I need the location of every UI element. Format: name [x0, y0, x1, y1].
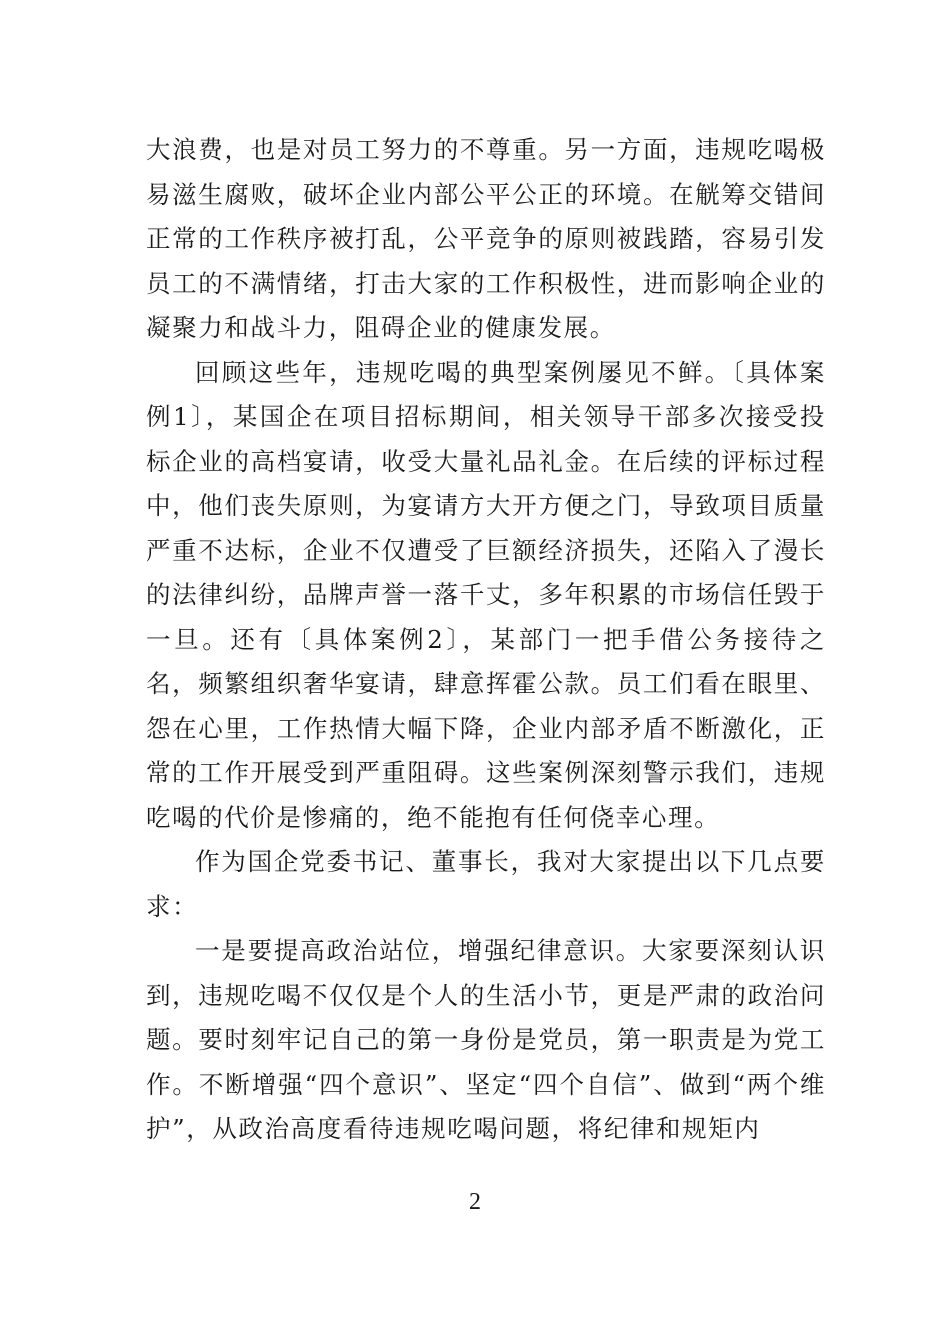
- paragraph-requirements-intro: 作为国企党委书记、董事长，我对大家提出以下几点要求：: [146, 847, 826, 921]
- paragraph-requirement-one: 一是要提高政治站位，增强纪律意识。大家要深刻认识到，违规吃喝不仅仅是个人的生活小节，更是严肃的政治问题。要时刻牢记自己的第一身份是党员，第一职责是为党工作。不断增强“四个意识”、坚定“四个自信”、做到“两个维护”，从政治高度看待违规吃喝问题，将纪律和规矩内: [146, 936, 826, 1143]
- paragraph-case-review: 回顾这些年，违规吃喝的典型案例屡见不鲜。〔具体案例1〕，某国企在项目招标期间，相关领导干部多次接受投标企业的高档宴请，收受大量礼品礼金。在后续的评标过程中，他们丧失原则，为宴请方大开方便之门，导致项目质量严重不达标，企业不仅遭受了巨额经济损失，还陷入了漫长的法律纠纷，品牌声誉一落千丈，多年积累的市场信任毁于一旦。还有〔具体案例2〕，某部门一把手借公务接待之名，频繁组织奢华宴请，肆意挥霍公款。员工们看在眼里、怨在心里，工作热情大幅下降，企业内部矛盾不断激化，正常的工作开展受到严重阻碍。这些案例深刻警示我们，违规吃喝的代价是惨痛的，绝不能抱有任何侥幸心理。: [146, 357, 826, 832]
- page-number: 2: [469, 1189, 481, 1215]
- paragraph-continuation: 大浪费，也是对员工努力的不尊重。另一方面，违规吃喝极易滋生腐败，破坏企业内部公平公正的环境。在觥筹交错间正常的工作秩序被打乱，公平竞争的原则被践踏，容易引发员工的不满情绪，打击大家的工作积极性，进而影响企业的凝聚力和战斗力，阻碍企业的健康发展。: [146, 135, 826, 342]
- body-text: [146, 128, 826, 1152]
